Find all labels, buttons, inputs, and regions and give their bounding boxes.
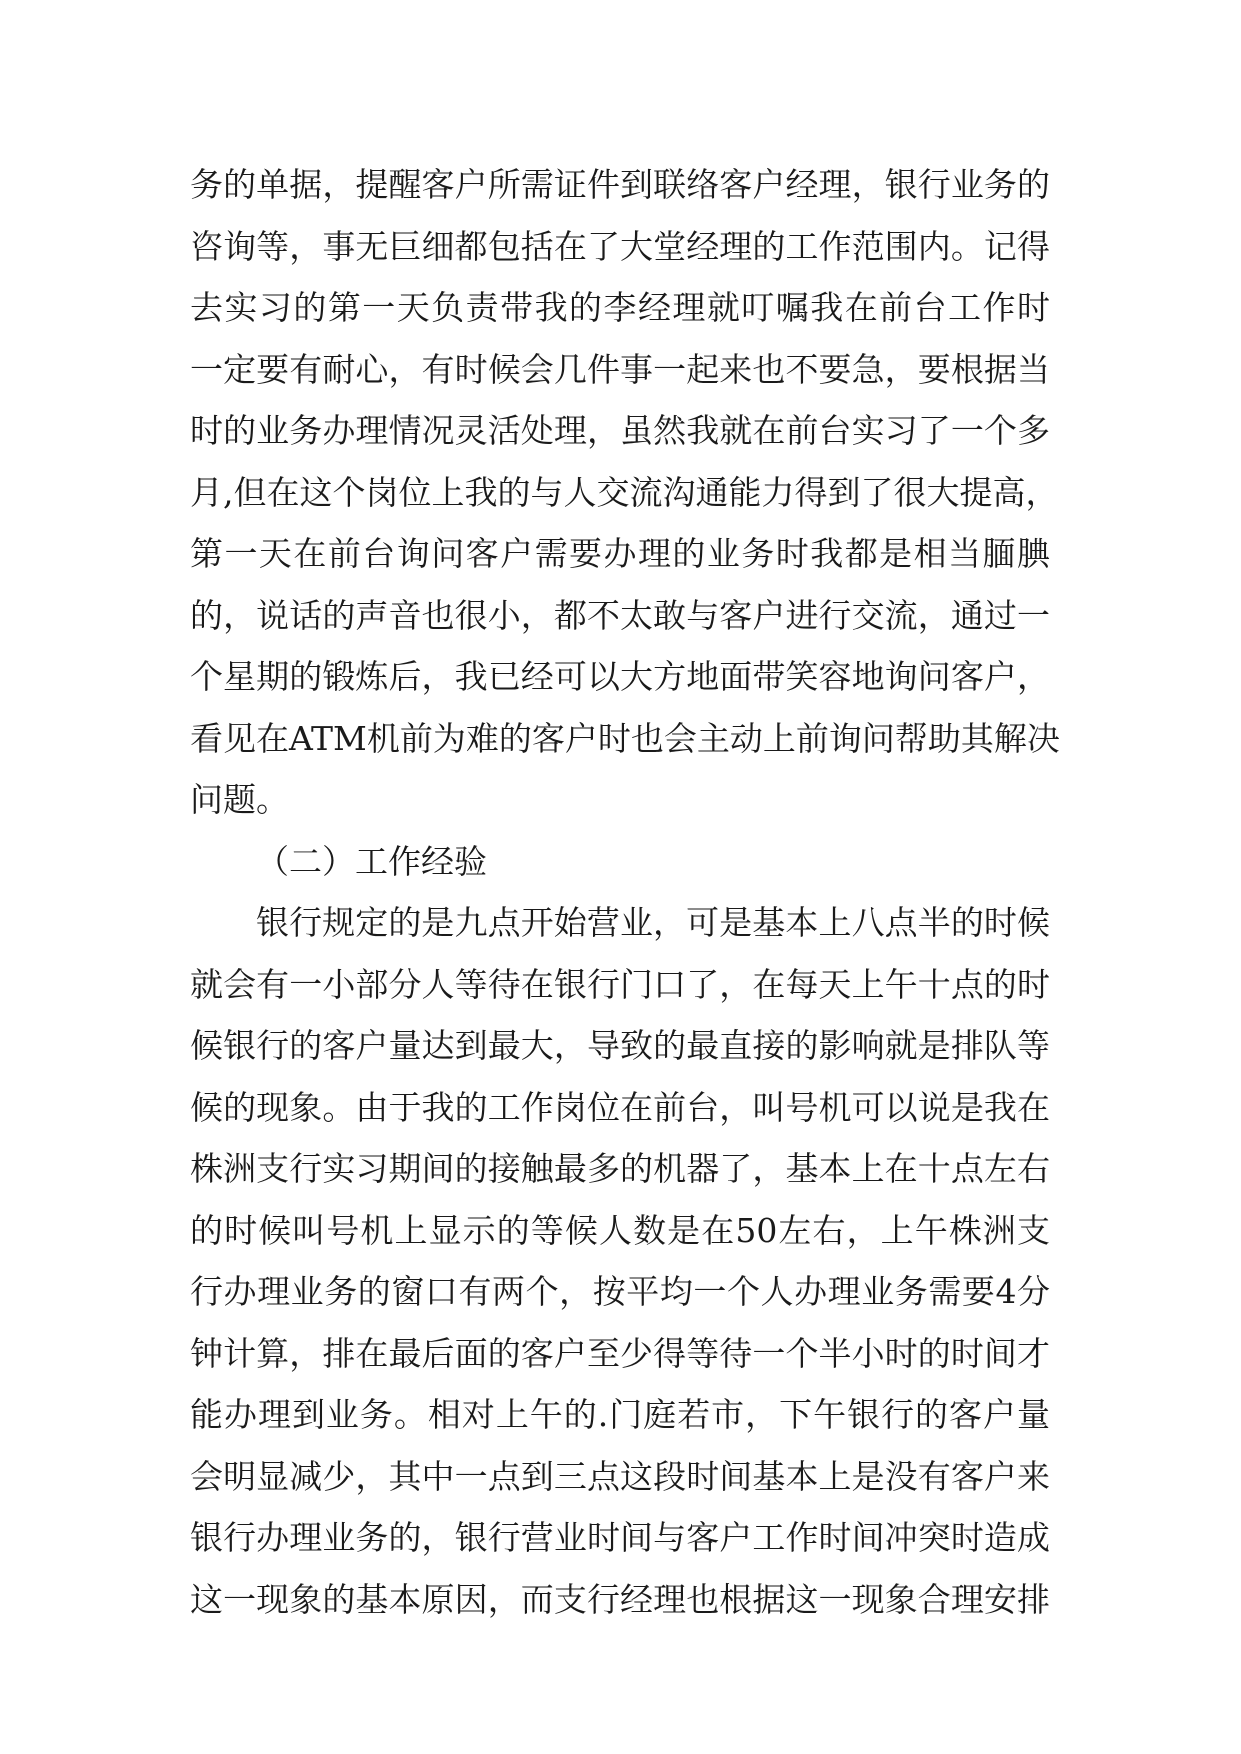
text-line: 的时候叫号机上显示的等候人数是在50左右，上午株洲支: [190, 1210, 1050, 1250]
text-line: 会明显减少，其中一点到三点这段时间基本上是没有客户来: [190, 1456, 1050, 1496]
text-line: 银行办理业务的，银行营业时间与客户工作时间冲突时造成: [190, 1518, 1050, 1557]
text-line: 个星期的锻炼后，我已经可以大方地面带笑容地询问客户，: [190, 657, 1050, 696]
text-line: 行办理业务的窗口有两个，按平均一个人办理业务需要4分: [190, 1272, 1050, 1311]
text-line: 株洲支行实习期间的接触最多的机器了，基本上在十点左右: [190, 1149, 1050, 1188]
text-line: 候银行的客户量达到最大，导致的最直接的影响就是排队等: [190, 1026, 1050, 1065]
text-line: 银行规定的是九点开始营业，可是基本上八点半的时候: [256, 903, 1050, 942]
body-text: [190, 154, 1060, 1630]
text-line: 咨询等，事无巨细都包括在了大堂经理的工作范围内。记得: [190, 226, 1050, 266]
text-line: 月,但在这个岗位上我的与人交流沟通能力得到了很大提高，: [190, 472, 1059, 512]
text-line: 一定要有耐心，有时候会几件事一起来也不要急，要根据当: [190, 349, 1050, 389]
text-line: 去实习的第一天负责带我的李经理就叮嘱我在前台工作时: [190, 288, 1050, 327]
text-line: 问题。: [190, 780, 289, 819]
text-line: 候的现象。由于我的工作岗位在前台，叫号机可以说是我在: [190, 1087, 1050, 1127]
text-line: 务的单据，提醒客户所需证件到联络客户经理，银行业务的: [190, 165, 1050, 204]
text-line: 第一天在前台询问客户需要办理的业务时我都是相当腼腆: [190, 534, 1050, 573]
text-line: 时的业务办理情况灵活处理，虽然我就在前台实习了一个多: [190, 411, 1050, 450]
text-line: 的，说话的声音也很小，都不太敢与客户进行交流，通过一: [190, 595, 1050, 635]
text-line: 就会有一小部分人等待在银行门口了，在每天上午十点的时: [190, 964, 1050, 1004]
section-heading: （二）工作经验: [256, 841, 487, 881]
text-line: 能办理到业务。相对上午的.门庭若市，下午银行的客户量: [190, 1395, 1050, 1434]
text-line: 钟计算，排在最后面的客户至少得等待一个半小时的时间才: [190, 1333, 1050, 1373]
text-line: 看见在ATM机前为难的客户时也会主动上前询问帮助其解决: [190, 718, 1060, 758]
text-line: 这一现象的基本原因，而支行经理也根据这一现象合理安排: [190, 1579, 1050, 1619]
